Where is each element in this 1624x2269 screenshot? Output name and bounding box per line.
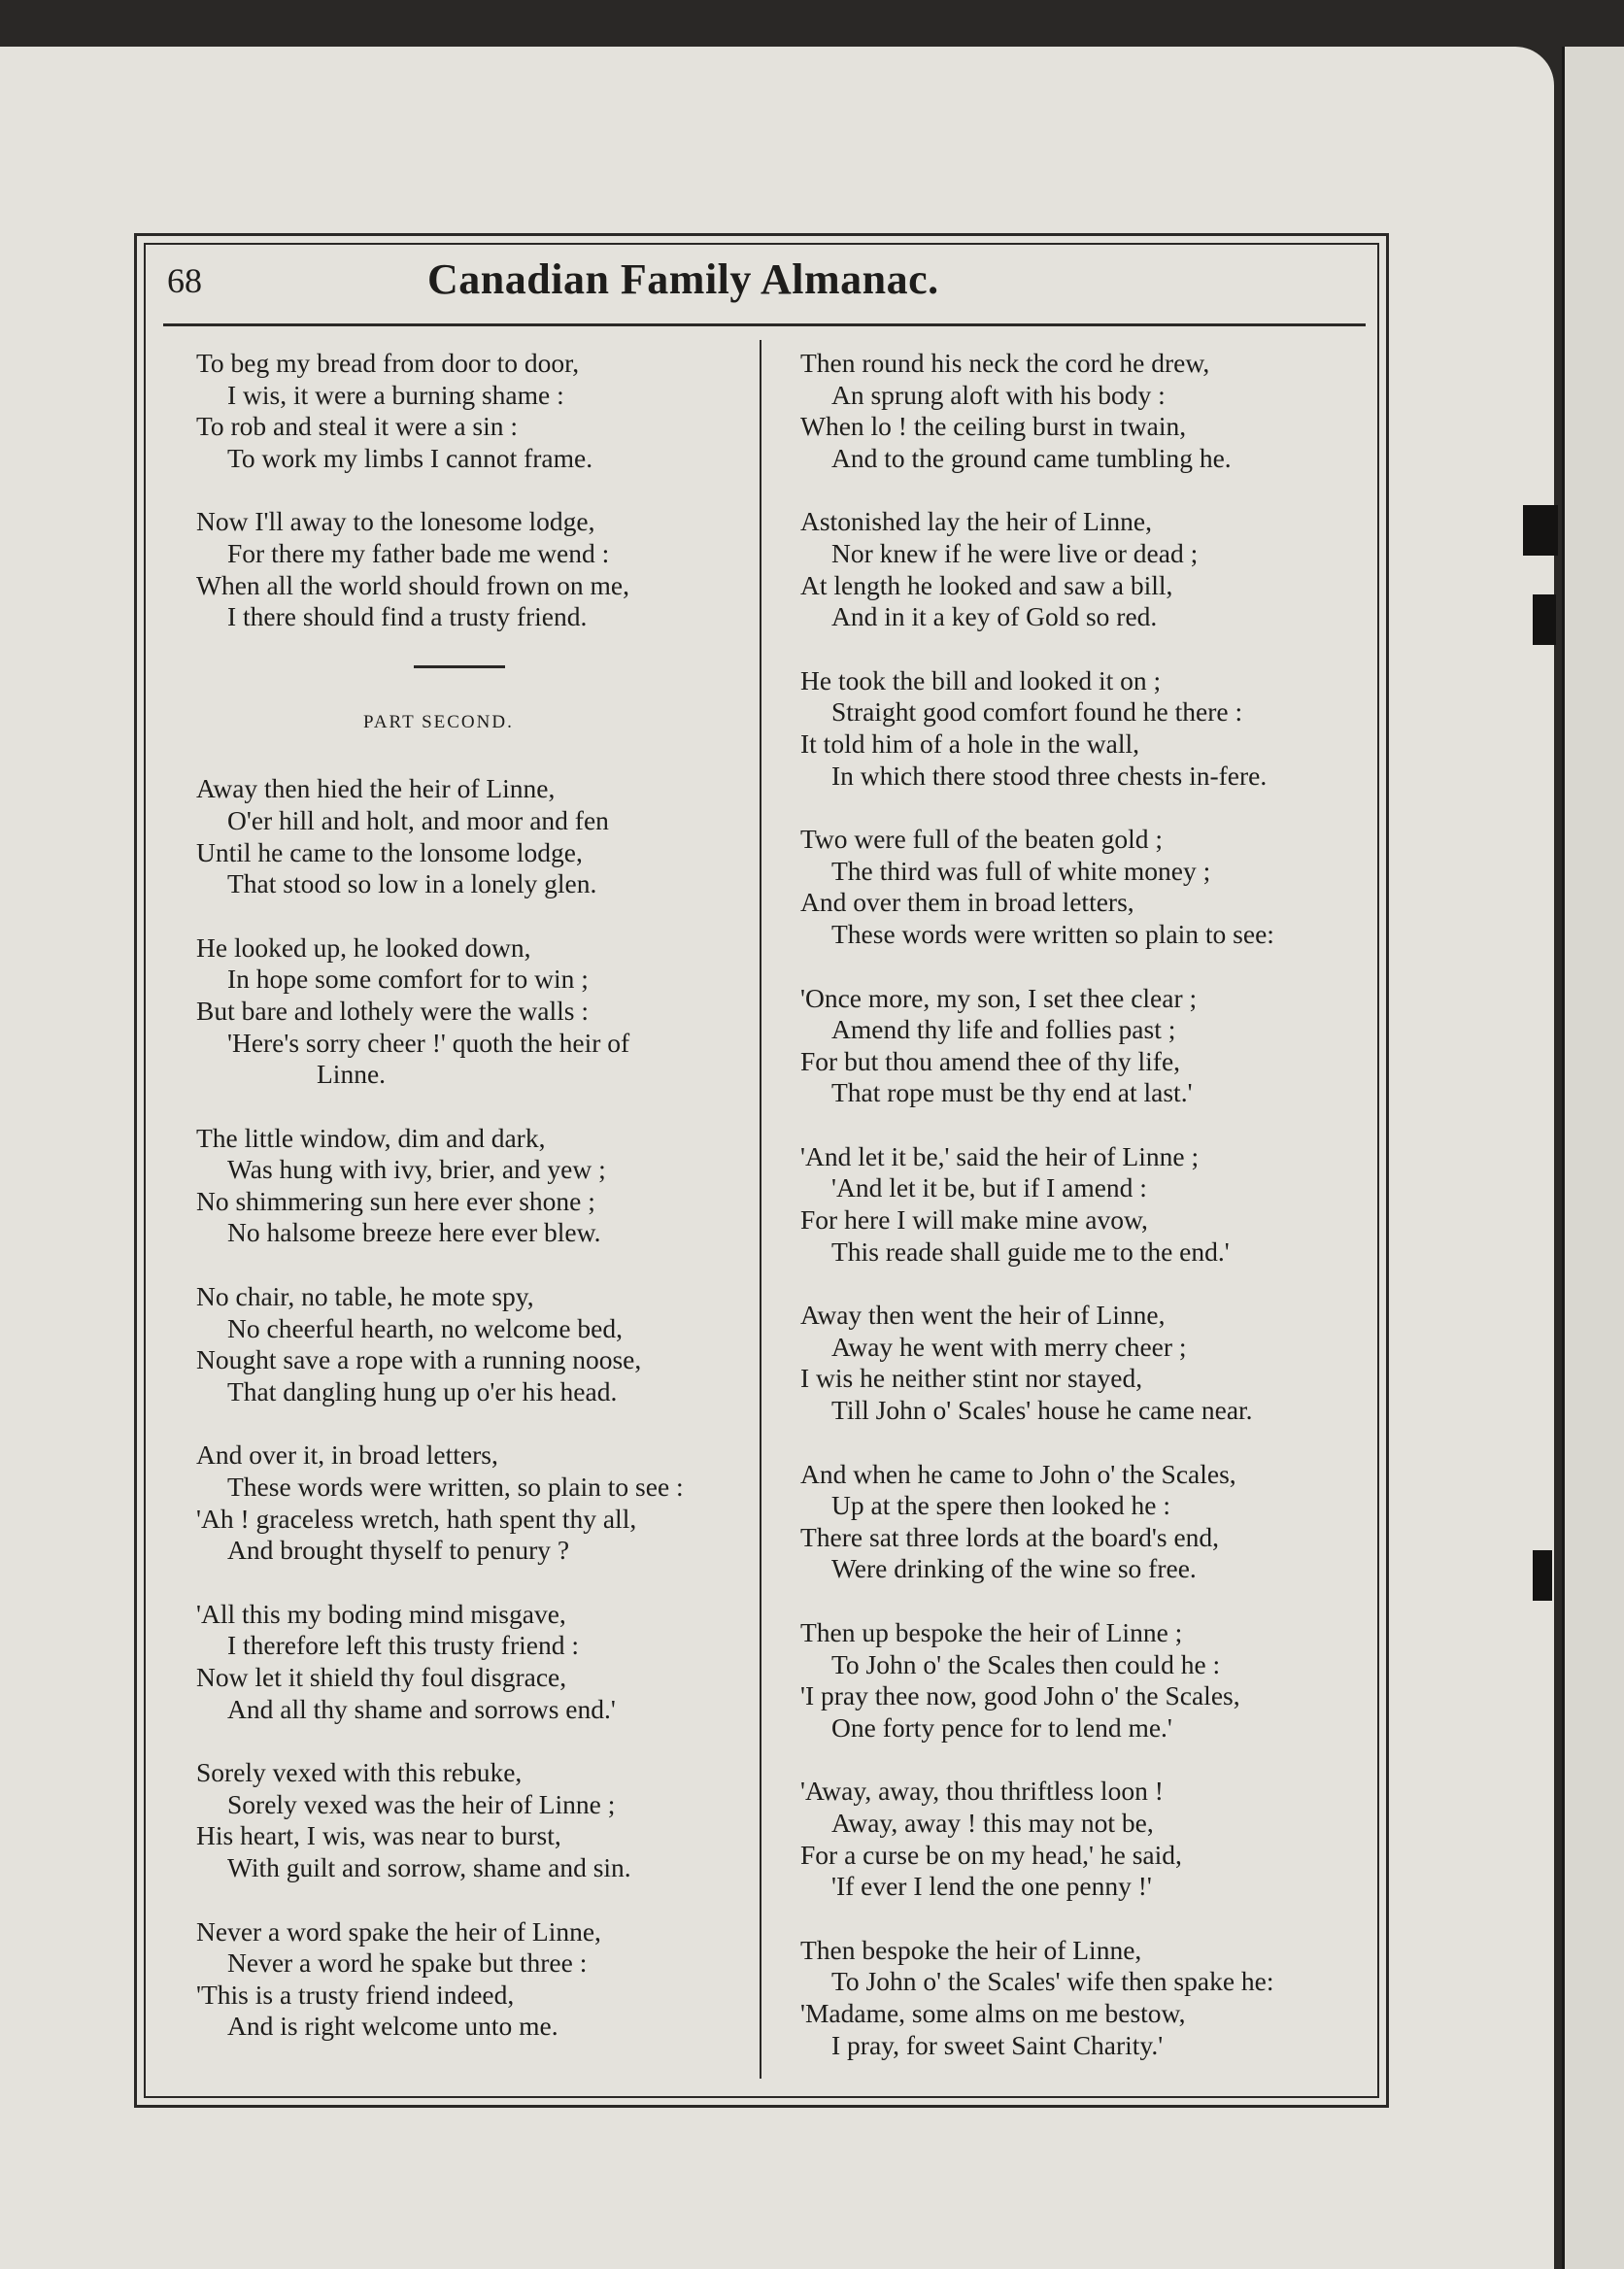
verse-line: Then up bespoke the heir of Linne ; bbox=[800, 1617, 1183, 1647]
verse-line: That dangling hung up o'er his head. bbox=[227, 1375, 618, 1406]
left-column bbox=[196, 348, 760, 2075]
verse-line: Nor knew if he were live or dead ; bbox=[831, 537, 1199, 568]
verse-line: O'er hill and holt, and moor and fen bbox=[227, 804, 609, 835]
right-stanzas bbox=[800, 348, 1364, 2061]
verse-line: Never a word spake the heir of Linne, bbox=[196, 1915, 601, 1947]
verse-line: 'Ah ! graceless wretch, hath spent thy all, bbox=[196, 1503, 637, 1534]
verse-line: Away he went with merry cheer ; bbox=[831, 1331, 1187, 1362]
verse-line: No halsome breeze here ever blew. bbox=[227, 1217, 601, 1248]
binding-clip-top bbox=[1523, 505, 1558, 556]
verse-line: And over it, in broad letters, bbox=[196, 1439, 498, 1471]
verse-line: And is right welcome unto me. bbox=[227, 2011, 558, 2042]
verse-line: When all the world should frown on me, bbox=[196, 569, 630, 600]
verse-line: I pray, for sweet Saint Charity.' bbox=[831, 2029, 1164, 2060]
verse-line: Sorely vexed with this rebuke, bbox=[196, 1757, 523, 1788]
verse-line: Till John o' Scales' house he came near. bbox=[831, 1395, 1253, 1426]
verse-line: I wis he neither stint nor stayed, bbox=[800, 1363, 1143, 1394]
verse-line: No chair, no table, he mote spy, bbox=[196, 1281, 534, 1312]
stanza bbox=[800, 824, 1364, 950]
verse-line: And to the ground came tumbling he. bbox=[831, 442, 1232, 473]
verse-line: But bare and lothely were the walls : bbox=[196, 995, 589, 1026]
verse-line: No shimmering sun here ever shone ; bbox=[196, 1185, 595, 1216]
verse-line: Up at the spere then looked he : bbox=[831, 1490, 1170, 1521]
verse-line: 'I pray thee now, good John o' the Scales, bbox=[800, 1680, 1240, 1711]
verse-line: And when he came to John o' the Scales, bbox=[800, 1458, 1236, 1489]
verse-line: Now let it shield thy foul disgrace, bbox=[196, 1662, 567, 1692]
column-divider bbox=[760, 340, 761, 2079]
verse-line: 'This is a trusty friend indeed, bbox=[196, 1979, 515, 2010]
section-rule bbox=[414, 665, 505, 668]
verse-line: Two were full of the beaten gold ; bbox=[800, 824, 1164, 855]
verse-line: This reade shall guide me to the end.' bbox=[831, 1236, 1230, 1267]
verse-line: And over them in broad letters, bbox=[800, 887, 1134, 918]
stanza bbox=[800, 1300, 1364, 1426]
verse-line: That rope must be thy end at last.' bbox=[831, 1077, 1193, 1108]
verse-line: He took the bill and looked it on ; bbox=[800, 664, 1162, 695]
stanza bbox=[800, 506, 1364, 632]
verse-line: The little window, dim and dark, bbox=[196, 1122, 546, 1153]
verse-line: Then bespoke the heir of Linne, bbox=[800, 1934, 1142, 1965]
verse-line: 'Here's sorry cheer !' quoth the heir of bbox=[227, 1027, 630, 1058]
stanza bbox=[800, 1935, 1364, 2061]
page-title: Canadian Family Almanac. bbox=[427, 255, 939, 303]
verse-line: It told him of a hole in the wall, bbox=[800, 728, 1140, 759]
stanza bbox=[196, 1757, 760, 1883]
verse-line: His heart, I wis, was near to burst, bbox=[196, 1820, 561, 1851]
left-bottom-stanzas bbox=[196, 773, 760, 2043]
verse-line: 'Madame, some alms on me bestow, bbox=[800, 1997, 1186, 2028]
verse-line: There sat three lords at the board's end, bbox=[800, 1521, 1220, 1552]
verse-line: To work my limbs I cannot frame. bbox=[227, 442, 593, 473]
verse-line: In which there stood three chests in-fere. bbox=[831, 760, 1268, 791]
stanza bbox=[800, 1617, 1364, 1744]
verse-line: For a curse be on my head,' he said, bbox=[800, 1839, 1182, 1870]
verse-line: And brought thyself to penury ? bbox=[227, 1535, 570, 1566]
page-number: 68 bbox=[167, 261, 202, 300]
verse-line: Then round his neck the cord he drew, bbox=[800, 348, 1210, 378]
verse-line: To John o' the Scales then could he : bbox=[831, 1648, 1221, 1679]
verse-line: When lo ! the ceiling burst in twain, bbox=[800, 411, 1187, 442]
verse-line: He looked up, he looked down, bbox=[196, 931, 531, 963]
stanza bbox=[196, 1439, 760, 1566]
verse-line: Was hung with ivy, brier, and yew ; bbox=[227, 1154, 606, 1185]
verse-line: Until he came to the lonsome lodge, bbox=[196, 836, 583, 867]
stanza bbox=[800, 1141, 1364, 1268]
right-column bbox=[800, 348, 1364, 2093]
verse-line: 'All this my boding mind misgave, bbox=[196, 1598, 566, 1629]
verse-line: Now I'll away to the lonesome lodge, bbox=[196, 506, 595, 537]
verse-line: Away, away ! this may not be, bbox=[831, 1807, 1154, 1838]
verse-line: For but thou amend thee of thy life, bbox=[800, 1045, 1181, 1076]
stanza bbox=[196, 932, 760, 1091]
verse-line: Linne. bbox=[317, 1059, 387, 1090]
verse-line: To John o' the Scales' wife then spake he: bbox=[831, 1966, 1274, 1997]
stanza bbox=[196, 1281, 760, 1407]
verse-line: Astonished lay the heir of Linne, bbox=[800, 506, 1152, 537]
stanza bbox=[196, 348, 760, 474]
stanza bbox=[800, 348, 1364, 474]
verse-line: 'If ever I lend the one penny !' bbox=[831, 1871, 1152, 1902]
verse-line: An sprung aloft with his body : bbox=[831, 379, 1166, 410]
verse-line: And all thy shame and sorrows end.' bbox=[227, 1693, 616, 1724]
verse-line: One forty pence for to lend me.' bbox=[831, 1711, 1172, 1743]
verse-line: These words were written, so plain to see : bbox=[227, 1472, 684, 1503]
verse-line: To rob and steal it were a sin : bbox=[196, 411, 519, 442]
verse-line: 'And let it be,' said the heir of Linne ; bbox=[800, 1140, 1200, 1171]
verse-line: Nought save a rope with a running noose, bbox=[196, 1344, 642, 1375]
verse-line: The third was full of white money ; bbox=[831, 855, 1211, 886]
verse-line: To beg my bread from door to door, bbox=[196, 348, 580, 378]
verse-line: Away then hied the heir of Linne, bbox=[196, 773, 556, 804]
verse-line: Amend thy life and follies past ; bbox=[831, 1014, 1176, 1045]
verse-line: For here I will make mine avow, bbox=[800, 1204, 1148, 1236]
verse-line: Away then went the heir of Linne, bbox=[800, 1300, 1166, 1331]
verse-line: Straight good comfort found he there : bbox=[831, 696, 1243, 728]
stanza bbox=[196, 1916, 760, 2043]
verse-line: Sorely vexed was the heir of Linne ; bbox=[227, 1788, 616, 1819]
verse-line: I therefore left this trusty friend : bbox=[227, 1630, 579, 1661]
header-rule bbox=[163, 323, 1366, 326]
verse-line: And in it a key of Gold so red. bbox=[831, 601, 1158, 632]
verse-line: With guilt and sorrow, shame and sin. bbox=[227, 1851, 631, 1882]
binding-clip-bottom bbox=[1533, 1550, 1552, 1601]
stanza bbox=[196, 773, 760, 899]
verse-line: Were drinking of the wine so free. bbox=[831, 1553, 1197, 1584]
verse-line: No cheerful hearth, no welcome bed, bbox=[227, 1312, 623, 1343]
verse-line: I wis, it were a burning shame : bbox=[227, 379, 564, 410]
stanza bbox=[800, 665, 1364, 792]
verse-line: For there my father bade me wend : bbox=[227, 537, 610, 568]
stanza bbox=[196, 1599, 760, 1725]
verse-line: I there should find a trusty friend. bbox=[227, 601, 588, 632]
section-heading: PART SECOND. bbox=[363, 711, 514, 732]
verse-line: 'Once more, my son, I set thee clear ; bbox=[800, 982, 1198, 1013]
left-top-stanzas bbox=[196, 348, 760, 633]
verse-line: Never a word he spake but three : bbox=[227, 1947, 588, 1979]
verse-line: These words were written so plain to see: bbox=[831, 918, 1274, 949]
stanza bbox=[800, 983, 1364, 1109]
verse-line: 'Away, away, thou thriftless loon ! bbox=[800, 1776, 1164, 1807]
stanza bbox=[196, 506, 760, 632]
stanza bbox=[800, 1459, 1364, 1585]
stanza bbox=[800, 1776, 1364, 1902]
verse-line: 'And let it be, but if I amend : bbox=[831, 1172, 1147, 1203]
verse-line: At length he looked and saw a bill, bbox=[800, 569, 1173, 600]
stanza bbox=[196, 1123, 760, 1249]
adjacent-page-edge bbox=[1562, 47, 1624, 2269]
verse-line: That stood so low in a lonely glen. bbox=[227, 868, 597, 899]
verse-line: In hope some comfort for to win ; bbox=[227, 964, 589, 995]
binding-clip-middle bbox=[1533, 594, 1556, 645]
